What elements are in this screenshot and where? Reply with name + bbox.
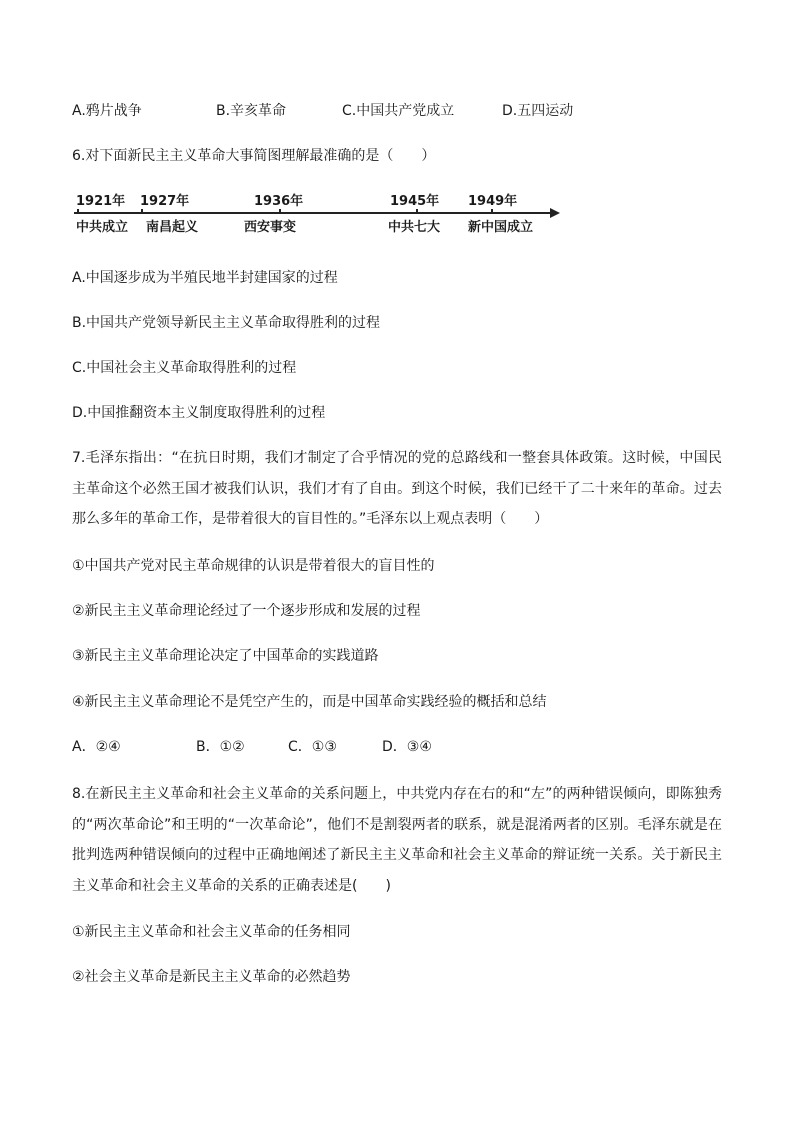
timeline-year-1945: 1945年 — [390, 194, 440, 209]
q5-option-d: D.五四运动 — [502, 103, 574, 119]
q8-stem: 8.在新民主主义革命和社会主义革命的关系问题上，中共党内存在右的和“左”的两种错误倾向，即陈独秀的“两次革命论”和王明的“一次革命论”，他们不是割裂两者的联系，就是混淆两者的区别。毛泽东就是在批判选两种错误倾向的过程中正确地阐述了新民主主义革命和社会主义革命的辩证统一关系。关于新民主主义革命和社会主义革命的关系的正确表述是( ) — [72, 786, 722, 894]
timeline-year-1949: 1949年 — [468, 194, 518, 209]
q7-statement-2: ②新民主主义革命理论经过了一个逐步形成和发展的过程 — [72, 603, 421, 619]
q5-option-c: C.中国共产党成立 — [342, 103, 455, 119]
q6-option-d: D.中国推翻资本主义制度取得胜利的过程 — [72, 405, 326, 421]
q7-statement-1: ①中国共产党对民主革命规律的认识是带着很大的盲目性的 — [72, 558, 435, 574]
q5-option-b: B.辛亥革命 — [216, 103, 287, 119]
q7-statement-3: ③新民主主义革命理论决定了中国革命的实践道路 — [72, 648, 379, 664]
timeline-event-5: 新中国成立 — [468, 220, 534, 235]
timeline-event-1: 中共成立 — [76, 220, 129, 235]
q5-option-a: A.鸦片战争 — [72, 103, 142, 119]
q7-option-c: C．①③ — [288, 739, 337, 755]
q6-option-b: B.中国共产党领导新民主主义革命取得胜利的过程 — [72, 315, 381, 331]
q7-stem: 7.毛泽东指出：“在抗日时期，我们才制定了合乎情况的党的总路线和一整套具体政策。这时候，中国民主革命这个必然王国才被我们认识，我们才有了自由。到这个时候，我们已经干了二十来年的革命。过去那么多年的革命工作，是带着很大的盲目性的。”毛泽东以上观点表明（ ） — [72, 450, 722, 527]
q8-statement-1: ①新民主主义革命和社会主义革命的任务相同 — [72, 924, 351, 940]
q7-option-a: A．②④ — [72, 739, 121, 755]
q6-timeline — [72, 190, 572, 240]
q5-options — [72, 101, 752, 121]
q6-option-a: A.中国逐步成为半殖民地半封建国家的过程 — [72, 270, 338, 286]
q7-option-d: D．③④ — [382, 739, 432, 755]
q8-statement-2: ②社会主义革命是新民主主义革命的必然趋势 — [72, 969, 351, 985]
q7-options — [72, 737, 752, 757]
q6-stem: 6.对下面新民主主义革命大事简图理解最准确的是（ ） — [72, 148, 436, 164]
timeline-year-1936: 1936年 — [254, 194, 304, 209]
timeline-event-3: 西安事变 — [244, 220, 297, 235]
q6-option-c: C.中国社会主义革命取得胜利的过程 — [72, 360, 297, 376]
timeline-event-4: 中共七大 — [388, 220, 441, 235]
timeline-year-1921: 1921年 — [76, 194, 126, 209]
q7-statement-4: ④新民主主义革命理论不是凭空产生的，而是中国革命实践经验的概括和总结 — [72, 694, 547, 710]
q7-option-b: B．①② — [196, 739, 245, 755]
timeline-event-2: 南昌起义 — [146, 220, 199, 235]
timeline-year-1927: 1927年 — [140, 194, 190, 209]
